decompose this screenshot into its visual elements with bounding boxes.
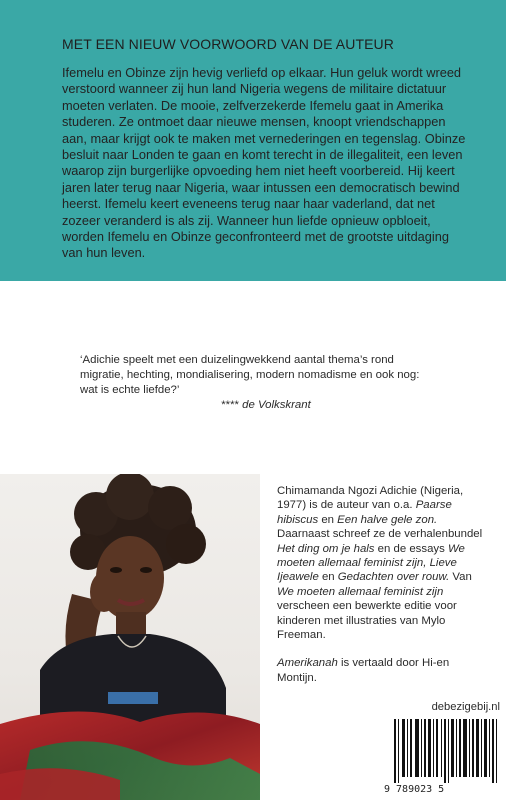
book-title: Gedachten over rouw. — [337, 571, 450, 584]
bio-text: Van — [449, 571, 472, 584]
translator-paragraph — [277, 656, 489, 685]
book-title: Paarse hibiscus — [277, 499, 452, 526]
cover-heading: MET EEN NIEUW VOORWOORD VAN DE AUTEUR — [62, 36, 394, 52]
book-title: We moeten allemaal feminist zijn — [277, 585, 444, 598]
bio-text: en de essays — [374, 542, 448, 555]
quote-source — [80, 398, 420, 413]
bio-text: en — [318, 571, 338, 584]
rating-stars: **** — [221, 399, 239, 411]
publisher-url[interactable]: debezigebij.nl — [431, 701, 500, 713]
author-portrait-image — [0, 474, 260, 800]
quote-text: ‘Adichie speelt met een duizelingwekkend aantal thema’s rond migratie, hechting, mondialisering, modern nomadisme en ook nog: wat is echte liefde?’ — [80, 354, 420, 396]
quote-publication: de Volkskrant — [242, 399, 311, 411]
bio-text: verscheen een bewerkte editie voor kinderen met illustraties van Mylo Freeman. — [277, 600, 457, 642]
isbn-number: 9 789023 5 — [384, 784, 445, 795]
book-title: Het ding om je hals — [277, 542, 375, 555]
book-title: Amerikanah — [277, 657, 338, 670]
bio-text: en — [318, 513, 338, 526]
book-title: We moeten allemaal feminist zijn, Lieve Ijeawele — [277, 542, 465, 584]
book-title: Een halve gele zon. — [337, 513, 438, 526]
bio-text: Daarnaast schreef ze de verhalenbundel — [277, 528, 483, 541]
bio-paragraph — [277, 484, 489, 642]
author-photo — [0, 474, 260, 800]
bio-text: Chimamanda Ngozi Adichie (Nigeria, 1977) is de auteur van o.a. — [277, 485, 464, 512]
author-bio — [277, 484, 489, 699]
review-quote — [80, 353, 420, 413]
blurb-panel — [0, 0, 506, 281]
translator-text: is vertaald door Hi-en Montijn. — [277, 657, 450, 684]
blurb-text: Ifemelu en Obinze zijn hevig verliefd op elkaar. Hun geluk wordt wreed verstoord wanneer zij hun land Nigeria wegens de militaire dictatuur moeten verlaten. De mooie, zelfverzekerde Ifemelu gaat in Amerika studeren. Ze ontmoet daar nieuwe mensen, knoopt vriendschappen aan, maar krijgt ook te maken met vernederingen en tegenslag. Obinze besluit naar Londen te gaan en komt terecht in de illegaliteit, een leven waarop zijn burgerlijke opvoeding hem niet heeft voorbereid. Hij keert jaren later terug naar Nigeria, waar intussen een democratisch bewind heerst. Ifemelu keert eveneens terug naar haar vaderland, dat net zozeer veranderd is als zij. Wanneer hun liefde opnieuw opbloeit, worden Ifemelu en Obinze geconfronteerd met de grootste uitdaging van hun leven. — [62, 65, 466, 261]
